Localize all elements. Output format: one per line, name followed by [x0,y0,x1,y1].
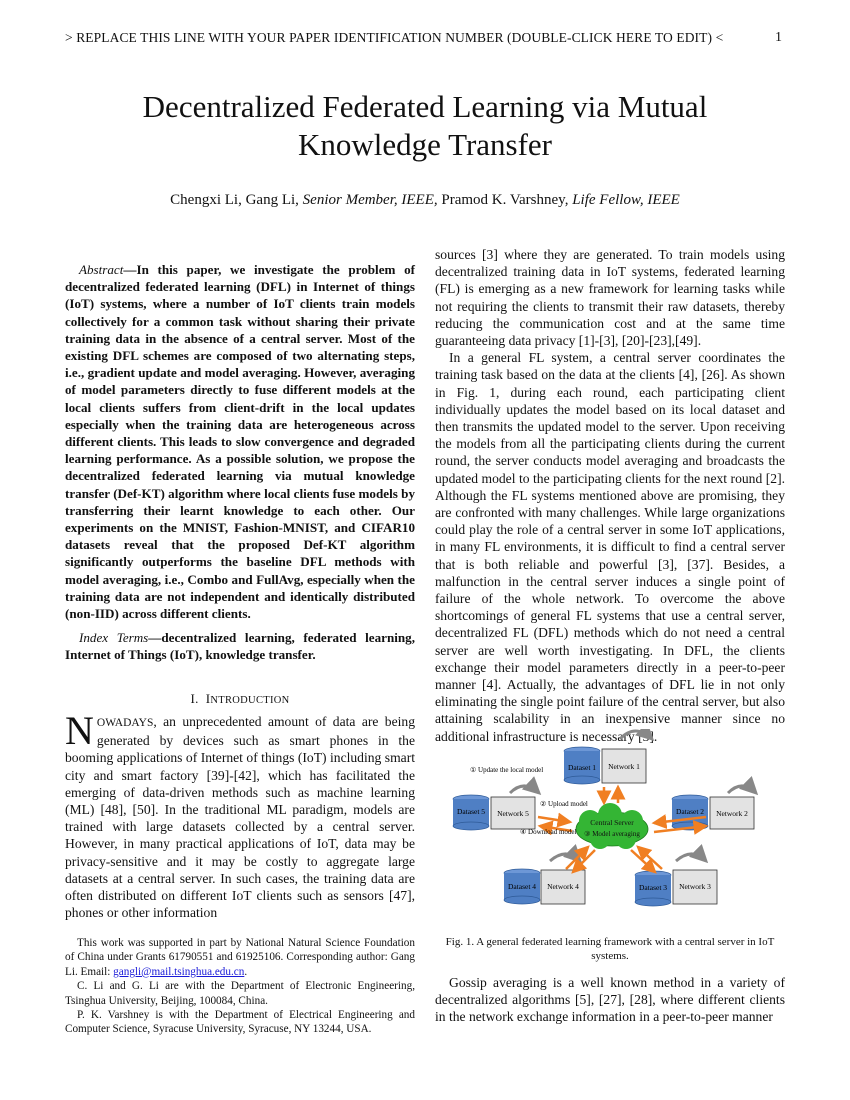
abstract-text: In this paper, we investigate the problem of decentralized federated learning (DFL) in Internet of things (IoT) systems, where a number of IoT clients train models collectively for a common task without sharing their private training data in the absence of a central server. Most of the existing DFL schemes are composed of two alternating steps, i.e., gradient update and model averaging. However, averaging of model parameters directly to fuse different models at the local clients suffers from client-drift in the local updates especially when the training data are heterogeneous across different clients. This leads to slow convergence and degraded learning performance. As a possible solution, we propose the decentralized federated learning via mutual knowledge transfer (Def-KT) algorithm where local clients fuse models by transferring their learnt knowledge to each other. Our experiments on the MNIST, Fashion-MNIST, and CIFAR10 datasets reveal that the proposed Def-KT algorithm significantly outperforms the baseline DFL methods with model averaging, i.e., Combo and FullAvg, especially when the training data are not independent and identically distributed (non-IID) across different clients. [65,262,415,622]
figure-1-caption: Fig. 1. A general federated learning framework with a central server in IoT systems. [445,936,775,962]
email-link[interactable]: gangli@mail.tsinghua.edu.cn [113,965,245,978]
paper-title [60,88,790,164]
step-1-label: ① Update the local model [470,766,544,774]
dataset-label-3: Dataset 3 [638,883,668,892]
section-title-rest: NTRODUCTION [210,695,290,706]
fl-framework-diagram [440,729,785,921]
right-column-text-lower [435,974,785,1026]
local-update-loop-1 [620,731,652,739]
client-node-3 [635,854,717,906]
index-terms-text: —decentralized learning, federated learning, Internet of Things (IoT), knowledge transfer. [65,630,415,663]
central-server-cloud [576,803,648,849]
right-paragraph-2: In a general FL system, a central server coordinates the training task based on the data at the clients [4], [26]. As shown in Fig. 1, during each round, each participating client individually updates the model based on its local dataset and then transmits the updated model to the server. Upon receiving the models from all the participating clients during the current round, the server conducts model averaging and broadcasts the updated model to the participating clients for the next round [2]. Although the FL systems mentioned above are promising, they are confronted with many challenges. While large organizations could play the role of a central server in some IoT applications, in many FL environments, it is difficult to find a central server that is both reliable and powerful [3], [37]. Besides, a malfunction in the central server induces a single point of failure of the whole network. To overcome the above shortcomings of general FL systems that use a central server, decentralized FL (DFL) methods which do not need a central server are well worth investigating. In DFL, the clients exchange their model parameters directly in a peer-to-peer manner [4]. Actually, the advantages of DFL lie in not only eliminating the single point failure of the central server, but also attaining scalability in an inexpensive manner since no additional infrastructure is necessary [3]. [435,350,785,744]
right-paragraph-3: Gossip averaging is a well known method in a variety of decentralized algorithms [5], [27], [28], where different clients in the network exchange information in a peer-to-peer manner [435,975,785,1025]
model-averaging-label: ③ Model averaging [584,830,640,838]
dataset-label-4: Dataset 4 [507,882,537,891]
step-2-label: ② Upload model [540,800,588,808]
title-line-1: Decentralized Federated Learning via Mutual [142,89,708,124]
local-update-loop-3 [676,854,706,861]
network-label-3: Network 3 [679,882,711,891]
intro-smallcaps: OWADAYS [96,717,154,729]
footnote-funding [65,936,415,979]
running-head: > REPLACE THIS LINE WITH YOUR PAPER IDENTIFICATION NUMBER (DOUBLE-CLICK HERE TO EDIT) < [65,30,724,45]
footnote-funding-end: . [244,965,248,978]
author-list [60,192,790,209]
figure-1 [440,729,785,921]
abstract-dash: — [123,262,137,277]
introduction-paragraph [65,708,415,921]
section-title-first: I [205,691,211,706]
authors-role-2: Life Fellow, IEEE [572,192,680,208]
footnotes [65,936,415,1037]
footnote-affiliation-1: C. Li and G. Li are with the Department of Electronic Engineering, Tsinghua University, Beijing, 100084, China. [65,980,415,1007]
abstract-lead: Abstract [79,262,124,277]
abstract [65,261,415,622]
drop-cap: N [65,708,94,753]
client-node-1 [564,731,652,784]
network-label-4: Network 4 [547,882,579,891]
dataset-label-2: Dataset 2 [675,807,705,816]
right-paragraph-1: sources [3] where they are generated. To train models using decentralized training data in IoT systems, federated learning (FL) is emerging as a new framework for learning tasks while not requiring the clients to transmit their raw datasets, thereby reducing the communication cost and at the same time guaranteeing data privacy [1]-[3], [20]-[23],[49]. [435,247,785,349]
authors-part-1: Chengxi Li, Gang Li, [170,192,303,208]
step-4-label: ④ Download model [520,828,577,836]
index-terms [65,629,415,663]
network-label-2: Network 2 [716,809,748,818]
client-node-2 [672,786,756,830]
index-terms-lead: Index Terms [79,630,149,645]
client-node-5 [453,786,539,830]
dataset-label-5: Dataset 5 [456,807,486,816]
local-update-loop-5 [510,786,539,793]
network-label-1: Network 1 [608,762,640,771]
authors-part-2: Pramod K. Varshney, [437,192,573,208]
dataset-label-1: Dataset 1 [567,763,597,772]
network-label-5: Network 5 [497,809,529,818]
local-update-loop-2 [728,786,756,793]
title-line-2: Knowledge Transfer [298,127,552,162]
section-number: I. [190,691,199,706]
intro-text: , an unprecedented amount of data are being generated by devices such as smart phones in the booming applications of Internet of things (IoT) including smart city and smart factory [39]-[42], which has facilitated the emerging of data-driven methods such as machine learning (ML) [48], [50]. In the traditional ML paradigm, models are trained with large datasets collected by a central server. However, in many practical applications of IoT, data may be privacy-sensitive and it may be costly to aggregate large datasets at a central server. In such cases, the training data are often distributed on different IoT clients such as sensors [47], phones or other information [65,714,415,921]
page-number: 1 [775,30,782,45]
footnote-affiliation-2: P. K. Varshney is with the Department of Electrical Engineering and Computer Science, Syracuse University, Syracuse, NY 13244, USA. [65,1009,415,1036]
server-label: Central Server [590,818,634,827]
footnote-funding-text: This work was supported in part by National Natural Science Foundation of China under Grants 61790551 and 61925106. Corresponding author: Gang Li. Email: [65,937,415,978]
section-heading-introduction [65,691,415,707]
right-column-text [435,246,785,745]
authors-role-1: Senior Member, IEEE, [302,192,438,208]
